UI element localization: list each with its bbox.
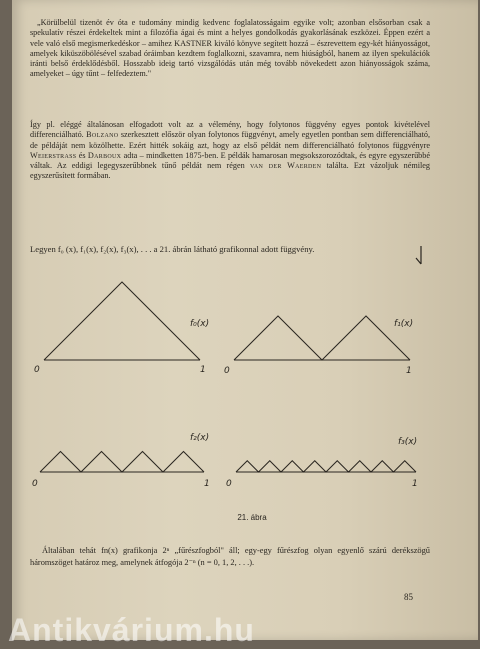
function-label: f₀(x) — [190, 319, 210, 329]
sawtooth-curve — [40, 452, 204, 473]
graph-f2 — [26, 426, 226, 494]
one-label: 1 — [412, 479, 418, 489]
origin-label: 0 — [226, 479, 232, 489]
paragraph-text: és — [78, 150, 86, 160]
origin-label: 0 — [34, 365, 40, 375]
name-bolzano: Bolzano — [86, 130, 119, 140]
origin-label: 0 — [224, 366, 230, 376]
function-label: f₃(x) — [398, 437, 418, 447]
paragraph-text: szerkesztett először olyan folytonos függvényt, amely egyetlen pontban sem differenciálható, de példáját nem közölhette. Ezért hitték sokáig azt, hogy az első példát nem differenciálható folytonos függvényre — [30, 130, 430, 150]
name-van-der-waerden: van der Waerden — [250, 161, 322, 171]
graph-f3 — [222, 428, 442, 494]
figure-caption: 21. ábra — [237, 513, 267, 522]
paragraph-text: találta. Ezt vázoljuk némileg egyszerűsített formában. — [30, 161, 431, 181]
function-label: f₁(x) — [394, 319, 414, 329]
one-label: 1 — [204, 479, 210, 489]
one-label: 1 — [200, 365, 206, 375]
function-label: f₂(x) — [190, 433, 210, 443]
book-page — [12, 0, 478, 640]
page-number: 85 — [404, 592, 413, 602]
origin-label: 0 — [32, 479, 38, 489]
name-darboux: Darboux — [87, 150, 122, 160]
paragraph-text: Így pl. eléggé általánosan elfogadott volt az a vélemény, hogy folytonos függvény egyes pontok kivételével differenciálható. — [30, 120, 430, 140]
paragraph-text: adta – mindketten 1875-ben. E példák hamarosan megsokszorozódtak, és egyre egyszerűbbé váltak. Az eddigi legegyszerűbbnek tűnő példát nem régen — [30, 150, 431, 171]
graph-f1 — [220, 300, 440, 380]
figure-intro: Legyen f₀ (x), f₁(x), f₂(x), f₃(x), . . . a 21. ábrán látható grafikonnal adott függvény. — [30, 244, 315, 254]
sawtooth-curve — [234, 316, 410, 360]
sawtooth-curve — [236, 461, 416, 472]
watermark: Antikvárium.hu — [8, 612, 255, 648]
graph-f0 — [30, 268, 230, 376]
name-weierstrass: Weierstrass — [30, 150, 77, 160]
arrow-down-icon — [412, 246, 424, 268]
body-paragraph — [30, 120, 430, 182]
conclusion-paragraph: Általában tehát fn(x) grafikonja 2ⁿ „fűrészfogból" áll; egy-egy fűrészfog olyan egyenlő szárú derékszögű háromszöget határoz meg, amelynek átfogója 2⁻ⁿ (n = 0, 1, 2, . . .). — [30, 546, 430, 568]
one-label: 1 — [406, 366, 412, 376]
quote-paragraph: „Körülbelül tizenöt év óta e tudomány mindig kedvenc foglalatosságaim egyike volt; azonban elsősorban csak a spekulatív részei érdekeltek mint a filozófia ágai és mint a helyes gondolkodás gyakorlásának eszközei. Éppen ezért a vele való első megismerkedéskor – amihez KASTNER kiváló könyve segített hozzá – észrevettem egy-két hiányosságot, amelyek kiküszöbölésével szabad óráimban kezdtem foglalkozni, szavamra, nem hiúságból, hanem az ilyen spekulációk iránti belső érdeklődésből. Hosszabb ideig tartó vizsgálódás után még tovább növekedett azon hiányosságok száma, amelyeket – úgy tűnt – felfedeztem." — [30, 18, 430, 79]
sawtooth-curve — [44, 282, 200, 360]
